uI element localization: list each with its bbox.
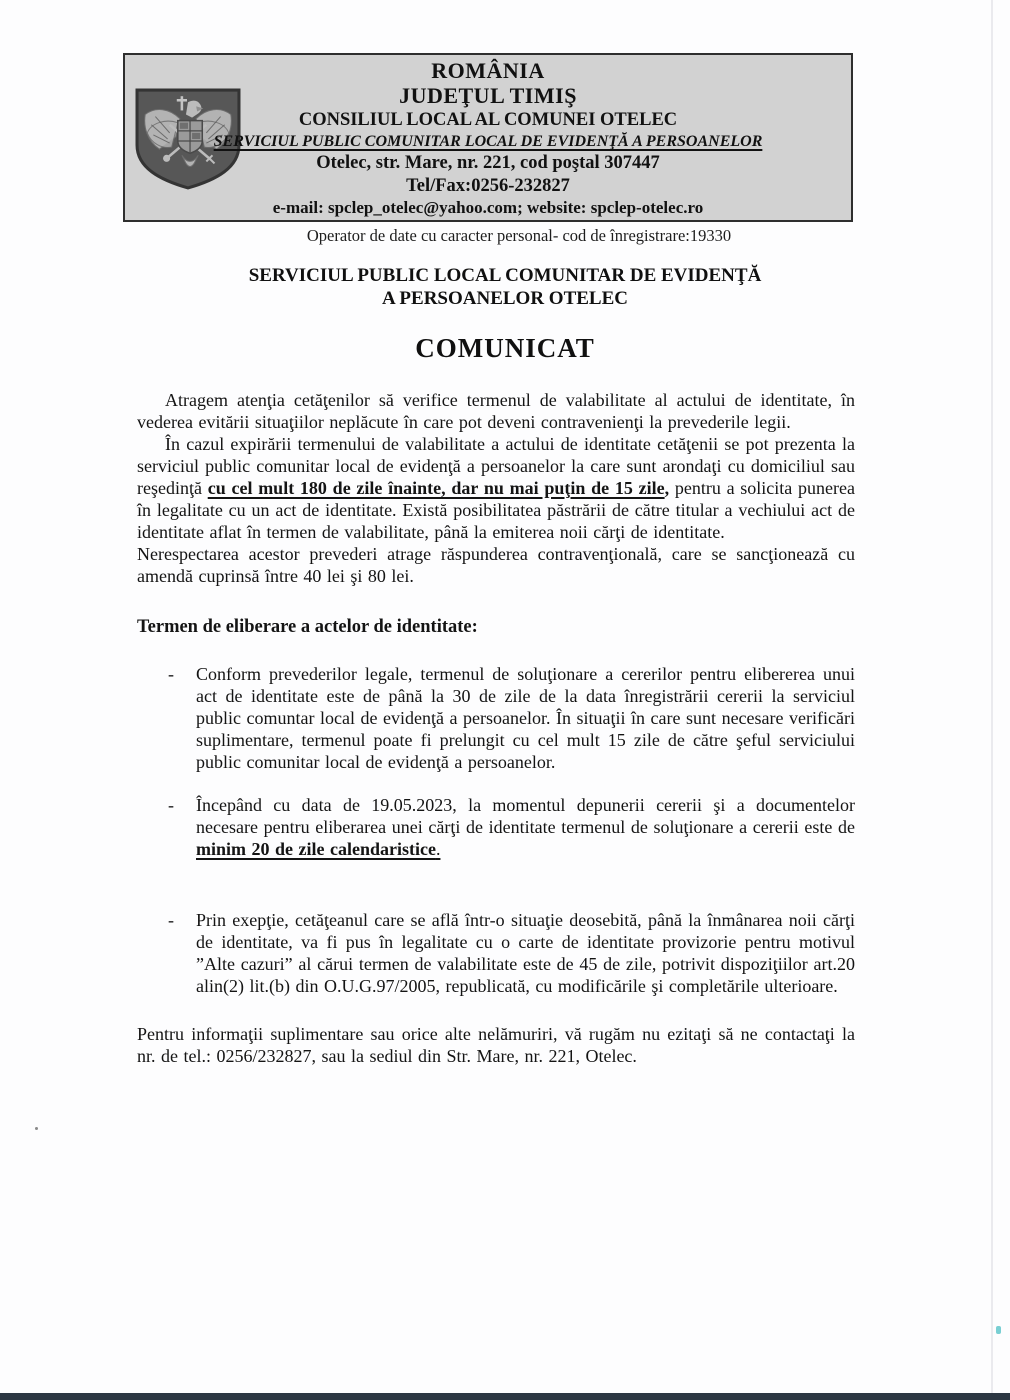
letterhead-box (123, 53, 853, 222)
service-title-line2: A PERSOANELOR OTELEC (382, 288, 628, 309)
document-body (137, 389, 855, 1067)
section-heading-terms: Termen de eliberare a actelor de identitate: (137, 617, 478, 637)
terms-list (137, 663, 855, 997)
list-item-text: Conform prevederilor legale, termenul de soluţionare a cererilor pentru elibererea unui act de identitate este de până la 30 de zile de la data înregistrării cererii la serviciul public comuntar local de evidenţă a persoanelor. În situaţii în care sunt necesare verificări suplimentare, termenul poate fi prelungit cu cel mult 15 zile de către şeful serviciului public comunitar local de evidenţă a persoanelor. (196, 664, 855, 772)
scan-fold-line (991, 0, 993, 1393)
paragraph-attention: Atragem atenţia cetăţenilor să verifice termenul de valabilitate al actului de identitate, în vederea evitării situaţiilor neplăcute în care pot deveni contravenienţi la prevederile legii. (137, 390, 855, 432)
list-item-text: Începând cu data de 19.05.2023, la momentul depunerii cererii şi a documentelor necesare pentru eliberarea unei cărţi de identitate termenul de soluţionare a cererii este de minim 20 de zile calendaristice. (196, 795, 855, 859)
list-item-legal-term (137, 663, 855, 773)
header-address: Otelec, str. Mare, nr. 221, cod poştal 307447 (316, 153, 660, 173)
data-operator-line: Operator de date cu caracter personal- cod de înregistrare:19330 (306, 226, 732, 245)
paragraph-sanctions: Nerespectarea acestor prevederi atrage răspunderea contravenţională, care se sancţionează cu amendă cuprinsă între 40 lei şi 80 lei. (137, 544, 855, 586)
scan-edge-bar (0, 1393, 1010, 1400)
bullet-dash: - (168, 910, 174, 930)
service-title (0, 264, 1010, 310)
header-service-name: SERVICIUL PUBLIC COMUNITAR LOCAL DE EVIDENŢĂ A PERSOANELOR (213, 133, 763, 150)
header-email-website: e-mail: spclep_otelec@yahoo.com; website: spclep-otelec.ro (272, 198, 704, 217)
list-item-text: Prin exepţie, cetăţeanul care se află într-o situaţie deosebită, până la înmânarea noii cărţi de identitate, va fi pus în legalitate cu o carte de identitate provizorie pentru motivul ”Alte cazuri” al cărui termen de valabilitate este de 45 de zile, potrivit dispoziţiilor art.20 alin(2) lit.(b) din O.U.G.97/2005, republicată, cu modificările şi completările ulterioare. (196, 910, 855, 996)
closing-paragraph: Pentru informaţii suplimentare sau orice alte nelămuriri, vă rugăm nu ezitaţi să ne contactaţi la nr. de tel.: 0256/232827, sau la sediul din Str. Mare, nr. 221, Otelec. (137, 1024, 855, 1066)
teal-ink-mark (996, 1326, 1001, 1334)
header-telfax: Tel/Fax:0256-232827 (406, 176, 570, 196)
header-council: CONSILIUL LOCAL AL COMUNEI OTELEC (298, 110, 678, 130)
list-item-minimum-term (137, 794, 855, 860)
paragraph-expiry-rules: În cazul expirării termenului de valabilitate a actului de identitate cetăţenii se pot prezenta la serviciul public comunitar local de evidenţă a persoanelor la care sunt arondaţi cu domiciliul sau reşedinţă cu cel mult 180 de zile înainte, dar nu mai puţin de 15 zile, pentru a solicita punerea în legalitate cu un act de identitate. Există posibilitatea păstrării de către titular a vechiului act de identitate aflat în termen de valabilitate, până la emiterea noii cărţi de identitate. (137, 434, 855, 542)
bullet-dash: - (168, 795, 174, 815)
service-title-line1: SERVICIUL PUBLIC LOCAL COMUNITAR DE EVIDENŢĂ (248, 265, 762, 286)
bullet-dash: - (168, 664, 174, 684)
header-county: JUDEŢUL TIMIŞ (399, 83, 577, 108)
header-country: ROMÂNIA (431, 58, 545, 83)
scan-speck (35, 1127, 38, 1130)
list-item-provisional-id (137, 909, 855, 997)
document-title: COMUNICAT (415, 333, 595, 363)
